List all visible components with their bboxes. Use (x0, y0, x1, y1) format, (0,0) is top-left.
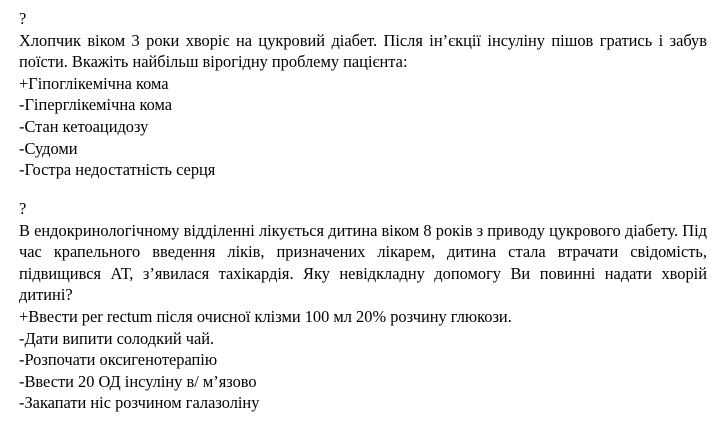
answer-option: -Гостра недостатність серця (19, 160, 216, 180)
question-block-1 (19, 8, 707, 181)
question-marker: ? (19, 199, 27, 218)
answer-option: -Стан кетоацидозу (19, 116, 149, 136)
answer-option-correct: +Гіпоглікемічна кома (19, 73, 169, 93)
answer-option: -Дати випити солодкий чай. (19, 328, 215, 348)
answer-option: -Розпочати оксигенотерапію (19, 350, 218, 370)
question-marker: ? (19, 9, 27, 28)
answer-option-correct: +Ввести per rectum після очисної клізми 100 мл 20% розчину глюкози. (19, 306, 512, 326)
answer-option: -Закапати ніс розчином галазоліну (19, 393, 260, 413)
question-block-2 (19, 198, 707, 414)
question-stem: Хлопчик віком 3 роки хворіє на цукровий діабет. Після ін’єкції інсуліну пішов гратись і забув поїсти. Вкажіть найбільш вірогідну проблему пацієнта: (19, 30, 707, 72)
answer-option: -Судоми (19, 138, 78, 158)
answer-option: -Гіперглікемічна кома (19, 95, 173, 115)
answer-option: -Ввести 20 ОД інсуліну в/ м’язово (19, 371, 257, 391)
question-stem: В ендокринологічному відділенні лікується дитина віком 8 років з приводу цукрового діабету. Під час крапельного введення ліків, призначених лікарем, дитина стала втрачати свідомість, підвищився АТ, з’явилася тахікардія. Яку невідкладну допомогу Ви повинні надати хворій дитині? (19, 220, 707, 305)
